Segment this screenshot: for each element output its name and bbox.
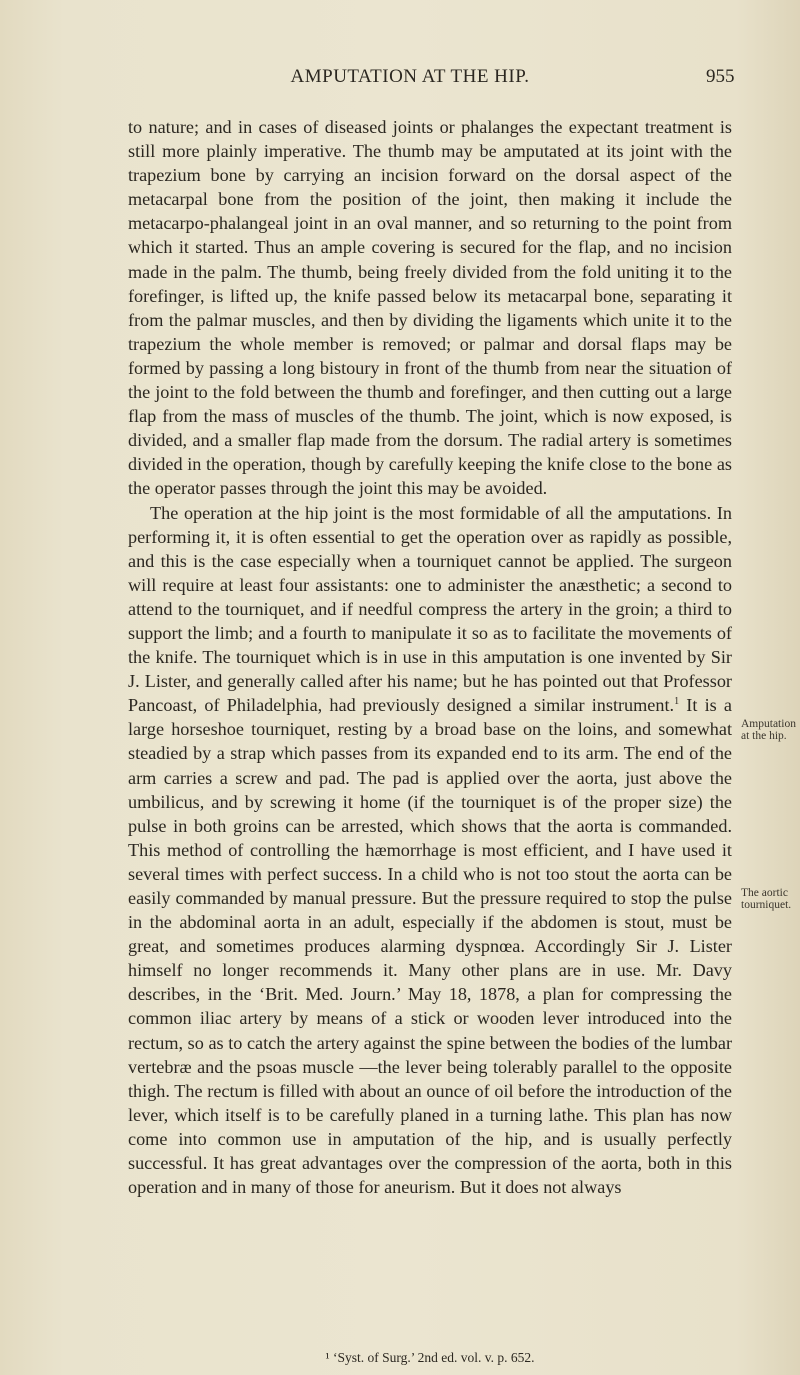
footnote: ¹ ‘Syst. of Surg.’ 2nd ed. vol. v. p. 652.: [325, 1350, 535, 1365]
body-text: [128, 115, 732, 1199]
margin-note-aortic-tourniquet: The aortic tourniquet.: [741, 887, 792, 911]
footnote-marker: 1: [674, 696, 680, 708]
page-number: 955: [706, 66, 735, 87]
paragraph-hip-amputation: [128, 501, 732, 1200]
paragraph-thumb-amputation: to nature; and in cases of diseased joints or phalanges the expectant treatment is still more plainly imperative. The thumb may be amputated at its joint with the trapezium bone by carrying an incision forward on the dorsal aspect of the metacarpal bone from the position of the joint, then making it include the metacarpo-phalangeal joint in an oval manner, and so returning to the point from which it started. Thus an ample covering is secured for the flap, and no incision made in the palm. The thumb, being freely divided from the fold uniting it to the forefinger, is lifted up, the knife passed below its metacarpal bone, separating it from the palmar muscles, and then by dividing the ligaments which unite it to the trapezium the whole member is removed; or palmar and dorsal flaps may be formed by passing a long bistoury in front of the thumb from near the situation of the joint to the fold between the thumb and forefinger, and then cutting out a large flap from the mass of muscles of the thumb. The joint, which is now exposed, is divided, and a smaller flap made from the dorsum. The radial artery is sometimes divided in the operation, though by carefully keeping the knife close to the bone as the operator passes through the joint this may be avoided.: [128, 117, 732, 499]
paragraph-hip-text-a: The operation at the hip joint is the most formidable of all the amputations. In performing it, it is often essential to get the operation over as rapidly as possible, and this is the case especially when a tourniquet cannot be applied. The surgeon will require at least four assistants: one to administer the anæsthetic; a second to attend to the tourniquet, and if needful compress the artery in the groin; a third to support the limb; and a fourth to manipulate it so as to facilitate the movements of the knife. The tourniquet which is in use in this amputation is one invented by Sir J. Lister, and generally called after his name; but he has pointed out that Professor Pancoast, of Philadelphia, had previously designed a similar instrument.: [128, 502, 732, 716]
paragraph-hip-text-b: It is a large horseshoe tourniquet, resting by a broad base on the loins, and somewhat steadied by a strap which passes from its expanded end to its arm. The end of the arm carries a screw and pad. The pad is applied over the aorta, just above the umbilicus, and by screwing it home (if the tourniquet is of the proper size) the pulse in both groins can be arrested, which shows that the aorta is commanded. This method of controlling the hæmorrhage is most efficient, and I have used it several times with perfect success. In a child who is not too stout the aorta can be easily commanded by manual pressure. But the pressure required to stop the pulse in the abdominal aorta in an adult, especially if the abdomen is stout, must be great, and sometimes produces alarming dyspnœa. Accordingly Sir J. Lister himself no longer recommends it. Many other plans are in use. Mr. Davy describes, in the ‘Brit. Med. Journ.’ May 18, 1878, a plan for compressing the common iliac artery by means of a stick or wooden lever introduced into the rectum, so as to catch the artery against the spine between the bodies of the lumbar vertebræ and the psoas muscle —the lever being tolerably parallel to the opposite thigh. The rectum is filled with about an ounce of oil before the introduction of the lever, which itself is to be carefully planed in a turning lathe. This plan has now come into common use in amputation of the hip, and is usually perfectly successful. It has great advantages over the compression of the aorta, both in this operation and in many of those for aneurism. But it does not always: [128, 695, 732, 1198]
running-head: AMPUTATION AT THE HIP.: [290, 66, 530, 87]
margin-note-amputation-hip: Amputation at the hip.: [741, 718, 796, 742]
page-header: [0, 66, 800, 92]
